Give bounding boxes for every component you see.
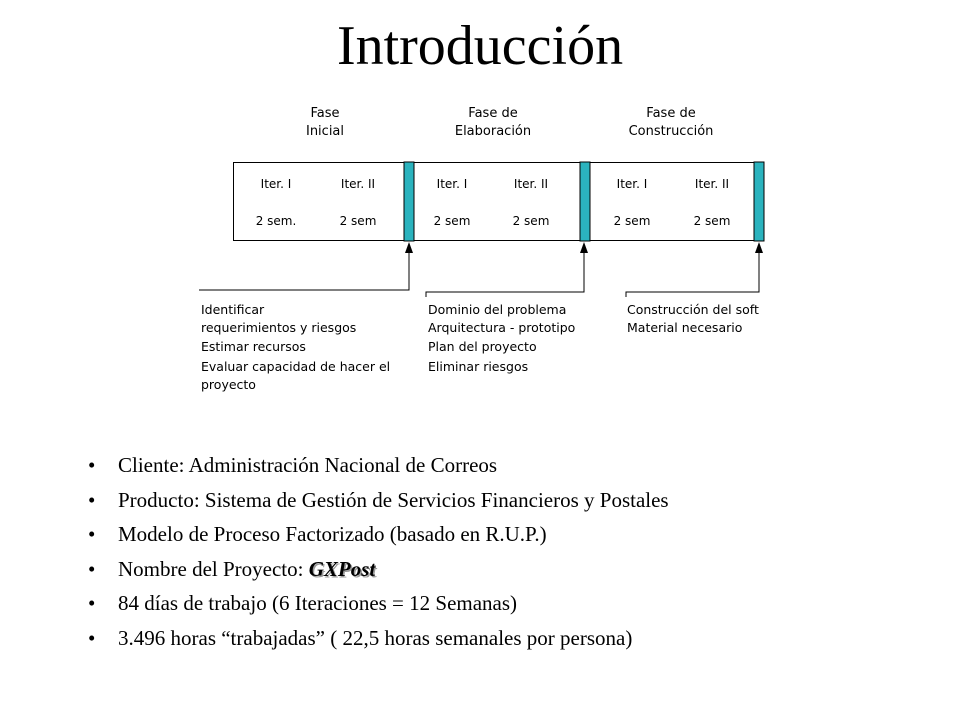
- project-name: GXPost: [308, 556, 376, 581]
- phase-1-iter-2-duration: 2 sem: [339, 214, 377, 228]
- phase-1-note: proyecto: [201, 377, 256, 392]
- phase-1-title-line1: Fase: [310, 106, 340, 121]
- phase-1-iter-2-label: Iter. II: [340, 177, 376, 191]
- milestone-bar-3: [754, 162, 764, 241]
- phase-2-note: Dominio del problema: [428, 302, 567, 317]
- phase-3-title-line2: Construcción: [628, 124, 714, 139]
- phase-3-note: Material necesario: [627, 320, 743, 335]
- milestone-bar-2: [580, 162, 590, 241]
- arrowhead-icon: [755, 242, 763, 253]
- bullet-item-process-model: [88, 517, 948, 552]
- phase-1-iter-1-duration: 2 sem.: [255, 214, 297, 228]
- phase-3-note: Construcción del soft: [627, 302, 759, 317]
- slide-title: Introducción: [336, 15, 624, 77]
- bullet-text: 3.496 horas “trabajadas” ( 22,5 horas semanales por persona): [118, 625, 633, 650]
- bullet-item-work-days: [88, 586, 948, 621]
- phase-2-iter-1-label: Iter. I: [436, 177, 468, 191]
- phase-3-iter-2-label: Iter. II: [694, 177, 730, 191]
- phase-2-note: Plan del proyecto: [428, 339, 537, 354]
- phase-3-notes-clip: [627, 302, 759, 335]
- phase-1-note: Identificar: [201, 302, 265, 317]
- bullet-text: Producto: Sistema de Gestión de Servicios Financieros y Postales: [118, 487, 669, 512]
- bullet-item-hours: [88, 621, 948, 656]
- phase-1-notes: [201, 302, 390, 392]
- connector-arrow-1: [199, 248, 409, 290]
- phase-2-title-line2: Elaboración: [454, 124, 532, 139]
- project-name-prefix: Nombre del Proyecto:: [118, 556, 309, 581]
- bullet-dot: •: [88, 591, 96, 615]
- summary-bullet-list: [88, 448, 948, 655]
- phase-2-notes: [428, 302, 575, 374]
- phase-3-iter-1-label: Iter. I: [616, 177, 648, 191]
- bullet-text: Cliente: Administración Nacional de Correos: [118, 453, 498, 477]
- bullet-dot: •: [88, 453, 96, 477]
- phase-1-title-line2: Inicial: [305, 124, 345, 139]
- phase-3-title-line1: Fase de: [646, 106, 696, 121]
- bullet-dot: •: [88, 487, 96, 512]
- phase-2-note: Eliminar riesgos: [428, 359, 529, 374]
- phase-1-note: Estimar recursos: [201, 339, 306, 354]
- phase-1-note: requerimientos y riesgos: [201, 320, 357, 335]
- phase-1-note: Evaluar capacidad de hacer el: [201, 359, 391, 374]
- bullet-item-client: [88, 448, 948, 483]
- connector-arrow-3: [626, 248, 759, 297]
- bullet-dot: •: [88, 522, 96, 546]
- bullet-dot: •: [88, 556, 96, 581]
- phase-3-iter-1-duration: 2 sem: [613, 214, 651, 228]
- timeline-box: [234, 163, 764, 241]
- connector-arrow-2: [426, 248, 584, 297]
- bullet-text: Modelo de Proceso Factorizado (basado en R.U.P.): [118, 522, 547, 546]
- milestone-bar-1: [404, 162, 414, 241]
- phase-2-iter-2-label: Iter. II: [513, 177, 549, 191]
- phase-2-iter-1-duration: 2 sem: [433, 214, 471, 228]
- arrowhead-icon: [580, 242, 588, 253]
- phase-2-iter-2-duration: 2 sem: [512, 214, 550, 228]
- bullet-item-product: [88, 483, 948, 518]
- phase-1-iter-1-label: Iter. I: [260, 177, 292, 191]
- bullet-dot: •: [88, 625, 96, 650]
- bullet-text: 84 días de trabajo (6 Iteraciones = 12 Semanas): [118, 591, 518, 615]
- arrowhead-icon: [405, 242, 413, 253]
- phase-2-note: Arquitectura - prototipo: [428, 320, 576, 335]
- phase-3-iter-2-duration: 2 sem: [693, 214, 731, 228]
- bullet-item-project-name: [88, 552, 948, 587]
- phase-2-title-line1: Fase de: [468, 106, 518, 121]
